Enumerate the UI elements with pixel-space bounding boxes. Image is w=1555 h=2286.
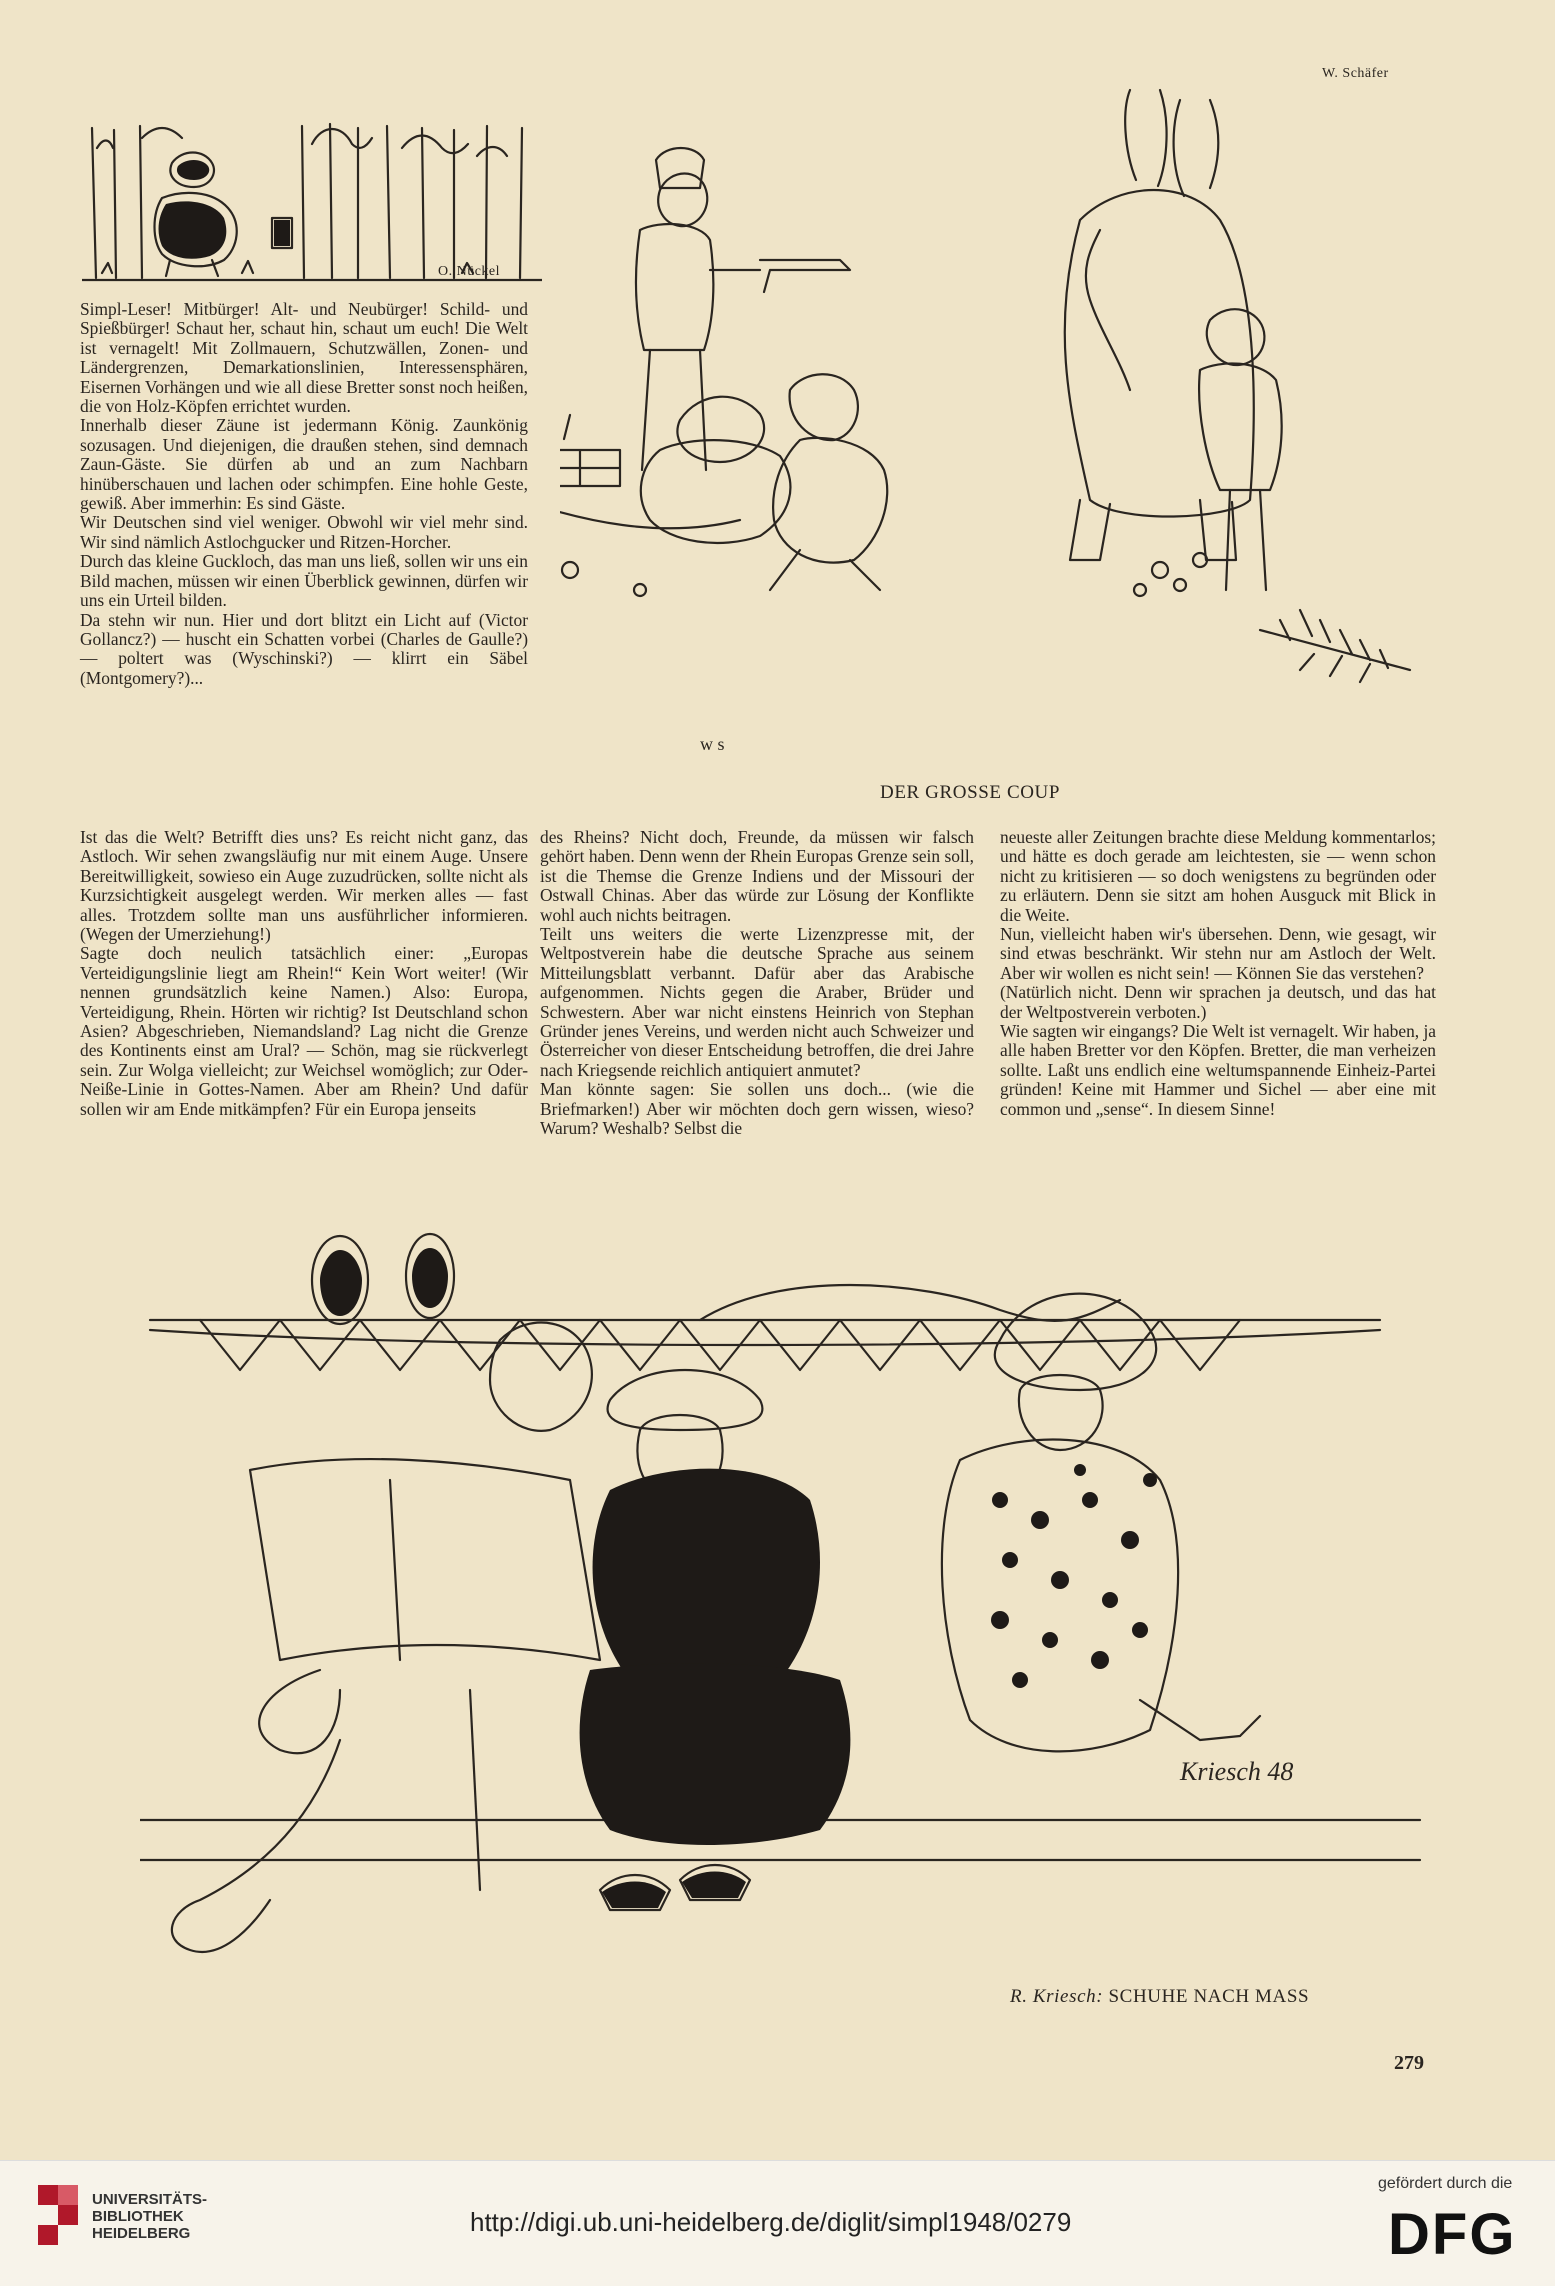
library-name bbox=[92, 2191, 207, 2242]
big-cartoon-signature: w s bbox=[700, 734, 725, 754]
big-cartoon-caption: DER GROSSE COUP bbox=[880, 782, 1061, 803]
paragraph: Durch das kleine Guckloch, das man uns ließ, sollen wir uns ein Bild machen, müssen wir einen Überblick gewinnen, dürfen wir uns ein Urteil bilden. bbox=[80, 551, 528, 611]
funded-by-label: gefördert durch die bbox=[1378, 2175, 1513, 2192]
ub-heidelberg-logo-icon bbox=[34, 2181, 82, 2261]
paragraph: Teilt uns weiters die werte Lizenzpresse mit, der Weltpostverein habe die deutsche Sprache aus seinem Mitteilungsblatt verbannt. Dafür aber das Arabische aufgenommen. Nichts gegen die Araber, Brüder und Schwestern. Aber war nicht einstens Heinrich von Stephan Gründer jenes Vereins, und werden nicht auch Schweizer und Österreicher von dieser Entscheidung betroffen, die drei Jahre nach Kriegsende reichlich antiquiert anmutet? bbox=[540, 924, 974, 1080]
paragraph: (Natürlich nicht. Denn wir sprachen ja deutsch, und das hat der Weltpostverein verboten.) bbox=[1000, 982, 1436, 1022]
bottom-cartoon-caption-line bbox=[1010, 1986, 1309, 2008]
library-line: BIBLIOTHEK bbox=[92, 2208, 184, 2225]
small-cartoon-artist: O. Nückel bbox=[438, 264, 501, 279]
page-number: 279 bbox=[1394, 2052, 1424, 2074]
permalink-url[interactable]: http://digi.ub.uni-heidelberg.de/diglit/simpl1948/0279 bbox=[470, 2207, 1072, 2237]
bottom-cartoon-artist: R. Kriesch: bbox=[1010, 1986, 1104, 2007]
astloch-cartoon bbox=[82, 108, 542, 288]
library-line: UNIVERSITÄTS- bbox=[92, 2191, 208, 2208]
paragraph: Sagte doch neulich tatsächlich einer: „Europas Verteidigungslinie liegt am Rhein!“ Kein Wort weiter! (Wir nennen grundsätzlich keine Namen.) Also: Europa, Verteidigung, Rhein. Hörten wir richtig? Ist Deutschland schon Asien? Abgeschrieben, Niemandsland? Lag nicht die Grenze des Kontinents einst am Ural? — Schön, mag sie rückverlegt sein. Zur Wolga vielleicht; zur Weichsel womöglich; zur Oder-Neiße-Linie in Gottes-Namen. Aber am Rhein? Und dafür sollen wir am Ende mitkämpfen? Für ein Europa jenseits bbox=[80, 943, 528, 1119]
dfg-logo: DFG bbox=[1388, 2202, 1517, 2267]
paragraph: Man könnte sagen: Sie sollen uns doch... (wie die Briefmarken!) Aber wir möchten doch gern wissen, wieso? Warum? Weshalb? Selbst die bbox=[540, 1079, 974, 1139]
paragraph: Innerhalb dieser Zäune ist jedermann König. Zaunkönig sozusagen. Und diejenigen, die draußen stehen, sind demnach Zaun-Gäste. Sie dürfen ab und an zum Nachbarn hinüberschauen und lachen oder schimpfen. Eine hohle Geste, gewiß. Aber immerhin: Es sind Gäste. bbox=[80, 415, 528, 514]
der-grosse-coup-cartoon bbox=[560, 70, 1420, 760]
paragraph: Wir Deutschen sind viel weniger. Obwohl wir viel mehr sind. Wir sind nämlich Astlochgucker und Ritzen-Horcher. bbox=[80, 512, 528, 552]
paragraph: Nun, vielleicht haben wir's übersehen. Denn, wie gesagt, wir sind etwas beschränkt. Wir stehn nur am Astloch der Welt. Aber wir wollen es nicht sein! — Können Sie das verstehen? bbox=[1000, 924, 1436, 983]
schuhe-nach-mass-cartoon bbox=[140, 1220, 1440, 1980]
bottom-cartoon-signature: Kriesch 48 bbox=[1180, 1757, 1294, 1786]
paragraph: Da stehn wir nun. Hier und dort blitzt ein Licht auf (Victor Gollancz?) — huscht ein Schatten vorbei (Charles de Gaulle?) — poltert was (Wyschinski?) — klirrt ein Säbel (Montgomery?)... bbox=[80, 609, 528, 688]
library-footer bbox=[0, 2160, 1555, 2286]
header-credit: W. Schäfer bbox=[1322, 66, 1389, 81]
column-1-top bbox=[80, 300, 528, 688]
paragraph: neueste aller Zeitungen brachte diese Meldung kommentarlos; und hätte es doch gerade am leichtesten, sie — wenn schon nicht zu kritisieren — so doch wenigstens zu begründen oder zu erläutern. Denn sie sitzt am hohen Ausguck mit Blick in die Weite. bbox=[1000, 827, 1436, 925]
column-1-bottom bbox=[80, 828, 528, 1119]
library-line: HEIDELBERG bbox=[92, 2225, 191, 2242]
paragraph: Wie sagten wir eingangs? Die Welt ist vernagelt. Wir haben, ja alle haben Bretter vor den Köpfen. Bretter, die man verheizen sollte. Laßt uns endlich eine weltumspannende Einheiz-Partei gründen! Keine mit Hammer und Sichel — aber eine mit common und „sense“. In diesem Sinne! bbox=[1000, 1021, 1437, 1119]
paragraph: des Rheins? Nicht doch, Freunde, da müssen wir falsch gehört haben. Denn wenn der Rhein Europas Grenze sein soll, ist die Themse die Grenze Indiens und der Missouri der Ostwall Chinas. Aber das würde zur Lösung der Konflikte wohl auch nichts beitragen. bbox=[540, 827, 974, 925]
column-2 bbox=[540, 828, 974, 1139]
bottom-cartoon-caption: SCHUHE NACH MASS bbox=[1108, 1986, 1310, 2007]
column-3 bbox=[1000, 828, 1436, 1119]
paragraph: Simpl-Leser! Mitbürger! Alt- und Neubürger! Schild- und Spießbürger! Schaut her, schaut hin, schaut um euch! Die Welt ist vernagelt! Mit Zollmauern, Schutzwällen, Zonen- und Ländergrenzen, Demarkationslinien, Interessensphären, Eisernen Vorhängen und wie all diese Bretter sonst noch heißen, die von Holz-Köpfen errichtet wurden. bbox=[80, 299, 528, 417]
paragraph: Ist das die Welt? Betrifft dies uns? Es reicht nicht ganz, das Astloch. Wir sehen zwangsläufig nur mit einem Auge. Unsere Bereitwilligkeit, sowieso ein Auge zuzudrücken, sollte nicht als Kurzsichtigkeit ausgelegt werden. Wir merken alles — fast alles. Trotzdem sollte man uns ausführlicher informieren. (Wegen der Umerziehung!) bbox=[80, 827, 528, 945]
